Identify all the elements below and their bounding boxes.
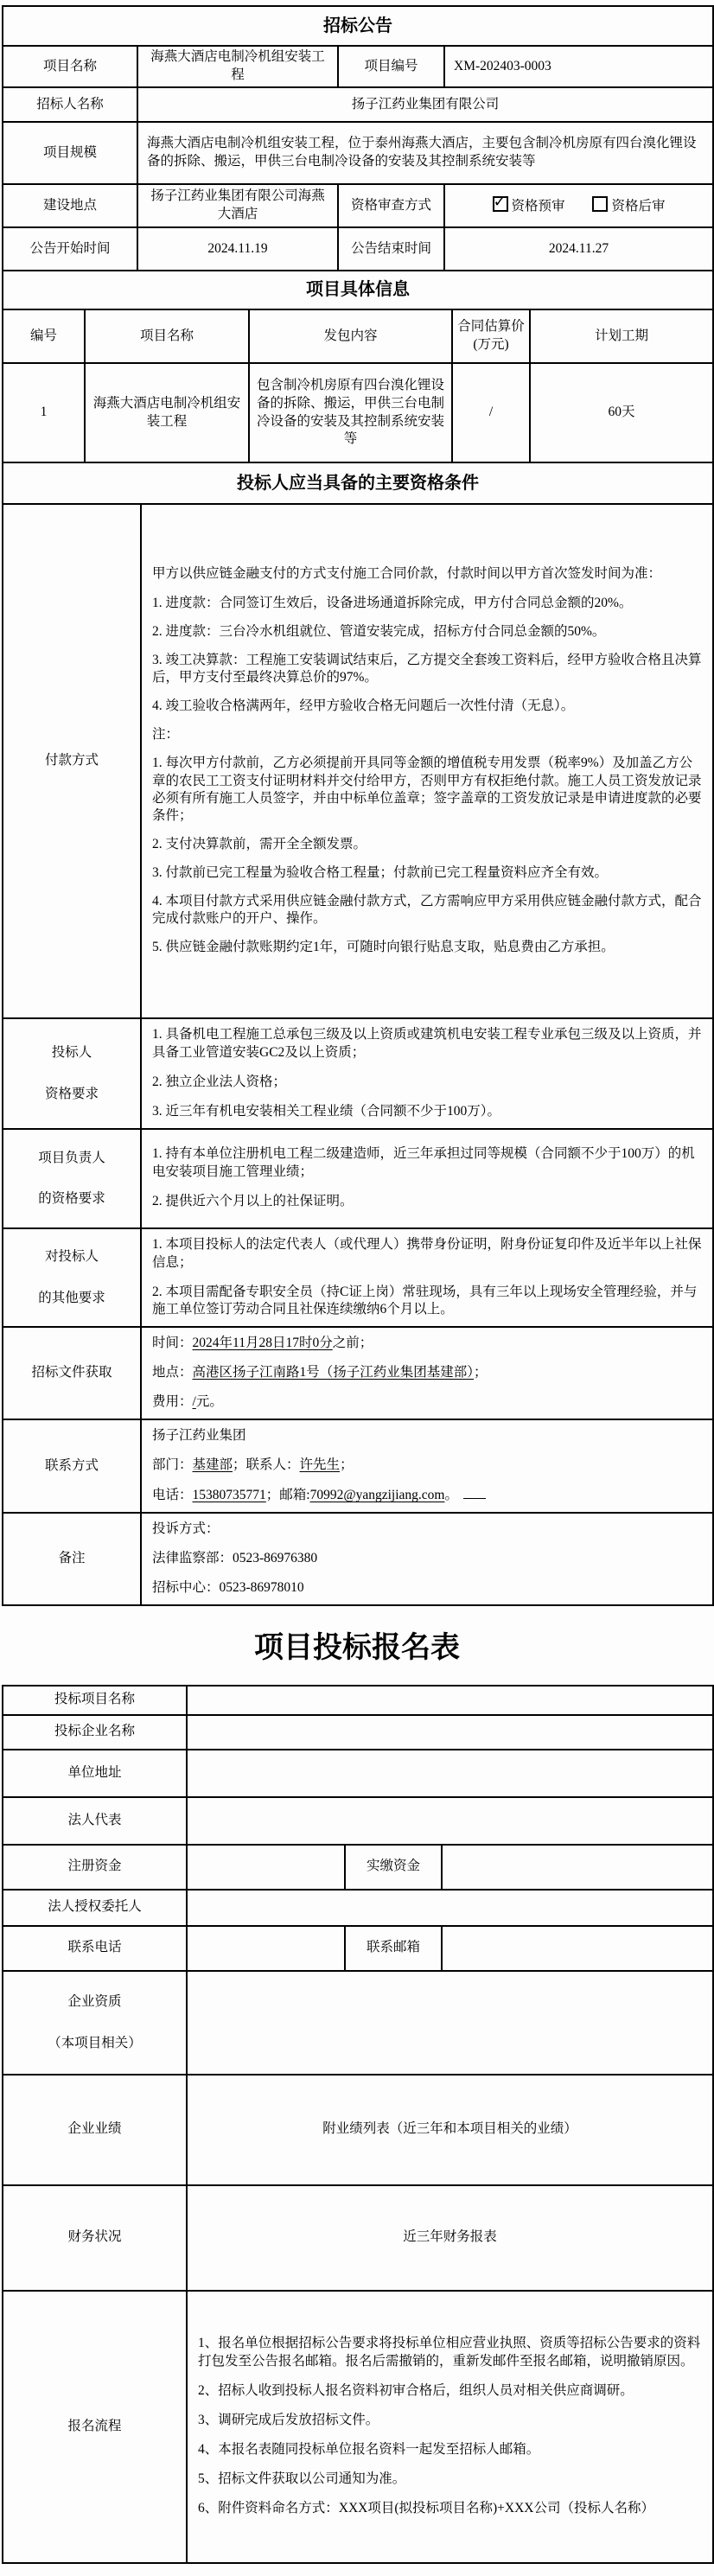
paragraph: 2. 独立企业法人资格； bbox=[152, 1074, 287, 1089]
prequalification-checkbox-checked-icon[interactable] bbox=[493, 192, 508, 212]
start-time-value: 2024.11.19 bbox=[137, 227, 338, 271]
form-finance-value: 近三年财务报表 bbox=[187, 2185, 713, 2291]
fee-suffix: 元。 bbox=[195, 1394, 223, 1410]
table-row bbox=[3, 363, 713, 462]
scale-label: 项目规模 bbox=[3, 122, 137, 184]
email-value: 70992@yangzijiang.com bbox=[309, 1487, 445, 1502]
contact-sep: ；联系人： bbox=[233, 1457, 300, 1473]
row-project-name: 海燕大酒店电制冷机组安装工程 bbox=[85, 363, 249, 462]
paragraph: 6、附件资料命名方式：XXX项目(拟投标项目名称)+XXX公司（投标人名称） bbox=[198, 2500, 654, 2515]
other-label-line1: 对投标人 bbox=[44, 1249, 99, 1265]
form-qualification-label bbox=[3, 1971, 187, 2075]
manager-label-line1: 项目负责人 bbox=[38, 1150, 105, 1165]
paragraph: 1. 具备机电工程施工总承包三级及以上资质或建筑机电安装工程专业承包三级及以上资质，并具备工业管道安装GC2及以上资质； bbox=[152, 1027, 702, 1060]
fee-value: / bbox=[192, 1394, 196, 1410]
doc-acquire-time bbox=[152, 1335, 702, 1353]
tenderer-label: 招标人名称 bbox=[3, 87, 137, 122]
blank-underline bbox=[463, 1486, 486, 1499]
manager-qualification-label bbox=[3, 1129, 141, 1228]
form-phone-label: 联系电话 bbox=[3, 1926, 187, 1971]
project-name-value: 海燕大酒店电制冷机组安装工程 bbox=[137, 46, 338, 87]
doc-acquire-place bbox=[152, 1364, 702, 1382]
prequalification-label: 资格预审 bbox=[511, 198, 565, 214]
form-performance-label: 企业业绩 bbox=[3, 2075, 187, 2185]
row-price: / bbox=[452, 363, 530, 462]
bidder-label-line2: 资格要求 bbox=[44, 1086, 99, 1101]
scale-value: 海燕大酒店电制冷机组安装工程，位于泰州海燕大酒店，主要包含制冷机房原有四台溴化锂设备的拆除、搬运，甲供三台电制冷设备的安装及其控制系统安装等 bbox=[137, 122, 713, 184]
paragraph: 1、报名单位根据招标公告要求将投标单位相应营业执照、资质等招标公告要求的资料打包发至公告报名邮箱。报名后需撤销的，重新发邮件至报名邮箱，说明撤销原因。 bbox=[198, 2336, 701, 2369]
paragraph: 注： bbox=[152, 727, 180, 743]
payment-content bbox=[141, 504, 713, 1018]
form-address-input[interactable] bbox=[187, 1750, 713, 1797]
paragraph: 投诉方式： bbox=[152, 1521, 220, 1536]
form-company-name-input[interactable] bbox=[187, 1715, 713, 1750]
row-content: 包含制冷机房原有四台溴化锂设备的拆除、搬运，甲供三台电制冷设备的安装及其控制系统安装等 bbox=[249, 363, 452, 462]
contact-label: 联系方式 bbox=[3, 1419, 141, 1513]
paragraph: 2. 进度款：三台冷水机组就位、管道安装完成，招标方付合同总金额的50%。 bbox=[152, 623, 606, 639]
contact-company: 扬子江药业集团 bbox=[152, 1428, 246, 1444]
fee-label: 费用： bbox=[152, 1394, 193, 1410]
manager-qualification-content bbox=[141, 1129, 713, 1228]
project-name-label: 项目名称 bbox=[3, 46, 137, 87]
postqualification-checkbox-unchecked-icon[interactable] bbox=[592, 196, 608, 212]
manager-label-line2: 的资格要求 bbox=[38, 1191, 105, 1207]
form-authorized-agent-label: 法人授权委托人 bbox=[3, 1890, 187, 1926]
bidder-qualification-label bbox=[3, 1018, 141, 1129]
time-label: 时间： bbox=[152, 1336, 193, 1351]
paragraph: 甲方以供应链金融支付的方式支付施工合同价款，付款时间以甲方首次签发时间为准： bbox=[152, 566, 662, 582]
form-address-label: 单位地址 bbox=[3, 1750, 187, 1797]
form-paid-capital-input[interactable] bbox=[442, 1845, 713, 1890]
col-header-content: 发包内容 bbox=[249, 309, 452, 363]
paragraph: 1. 每次甲方付款前，乙方必须提前开具同等金额的增值税专用发票（税率9%）及加盖乙方公章的农民工工资支付证明材料并交付给甲方，否则甲方有权拒绝付款。施工人员工资发放记录必须有所有施工人员签字，并由中标单位盖章；签字盖章的工资发放记录是申请进度款的必要条件； bbox=[152, 756, 702, 823]
announcement-table bbox=[2, 5, 714, 271]
form-process-label: 报名流程 bbox=[3, 2291, 187, 2563]
col-header-name: 项目名称 bbox=[85, 309, 249, 363]
announcement-title: 招标公告 bbox=[3, 6, 713, 46]
paragraph: 3. 近三年有机电安装相关工程业绩（合同额不少于100万）。 bbox=[152, 1103, 501, 1119]
doc-acquire-content bbox=[141, 1327, 713, 1419]
review-mode-label: 资格审查方式 bbox=[338, 184, 444, 227]
details-section-title: 项目具体信息 bbox=[3, 271, 713, 309]
project-details-table bbox=[2, 270, 714, 463]
time-value: 2024年11月28日17时0分 bbox=[192, 1336, 333, 1351]
end-time-label: 公告结束时间 bbox=[338, 227, 444, 271]
doc-acquire-label: 招标文件获取 bbox=[3, 1327, 141, 1419]
registration-form-table bbox=[2, 1685, 714, 2564]
form-company-name-label: 投标企业名称 bbox=[3, 1715, 187, 1750]
form-reg-capital-label: 注册资金 bbox=[3, 1845, 187, 1890]
paragraph: 5. 供应链金融付款账期约定1年，可随时向银行贴息支取，贴息费由乙方承担。 bbox=[152, 940, 615, 955]
form-performance-value: 附业绩列表（近三年和本项目相关的业绩） bbox=[187, 2075, 713, 2185]
form-process-content bbox=[187, 2291, 713, 2563]
qualification-section-title: 投标人应当具备的主要资格条件 bbox=[3, 462, 713, 504]
project-no-value: XM-202403-0003 bbox=[444, 46, 713, 87]
form-qualification-label-line1: 企业资质 bbox=[67, 1993, 122, 2009]
document-page bbox=[2, 5, 712, 2564]
other-requirements-content bbox=[141, 1228, 713, 1328]
paragraph: 2. 提供近六个月以上的社保证明。 bbox=[152, 1194, 354, 1209]
paragraph: 4. 竣工验收合格满两年，经甲方验收合格无问题后一次性付清（无息）。 bbox=[152, 698, 575, 714]
location-label: 建设地点 bbox=[3, 184, 137, 227]
doc-acquire-fee bbox=[152, 1393, 702, 1412]
location-value: 扬子江药业集团有限公司海燕大酒店 bbox=[137, 184, 338, 227]
paragraph: 招标中心：0523-86978010 bbox=[152, 1579, 304, 1595]
paragraph: 法律监察部：0523-86976380 bbox=[152, 1550, 318, 1565]
dept-label: 部门： bbox=[152, 1457, 193, 1473]
contact-phone-line bbox=[152, 1486, 702, 1505]
time-suffix: 之前； bbox=[332, 1336, 373, 1351]
place-value: 高港区扬子江南路1号（扬子江药业集团基建部） bbox=[192, 1365, 475, 1380]
paragraph: 2、招标人收到投标人报名资料初审合格后，组织人员对相关供应商调研。 bbox=[198, 2383, 634, 2399]
paragraph: 2. 本项目需配备专职安全员（持C证上岗）常驻现场，具有三年以上现场安全管理经验，并与施工单位签订劳动合同且社保连续缴纳6个月以上。 bbox=[152, 1284, 698, 1317]
bidder-label-line1: 投标人 bbox=[51, 1045, 92, 1061]
place-suffix: ； bbox=[474, 1365, 488, 1380]
remark-content bbox=[141, 1513, 713, 1605]
other-label-line2: 的其他要求 bbox=[38, 1291, 105, 1306]
postqualification-option[interactable] bbox=[592, 196, 665, 216]
paragraph: 3、调研完成后发放招标文件。 bbox=[198, 2413, 379, 2428]
form-project-name-label: 投标项目名称 bbox=[3, 1686, 187, 1715]
form-email-input[interactable] bbox=[442, 1926, 713, 1971]
form-qualification-label-line2: （本项目相关） bbox=[48, 2035, 142, 2050]
form-legal-rep-label: 法人代表 bbox=[3, 1797, 187, 1845]
postqualification-label: 资格后审 bbox=[611, 198, 666, 214]
bidder-qualification-content bbox=[141, 1018, 713, 1129]
contact-dept-line bbox=[152, 1457, 702, 1475]
contact-period: 。 bbox=[444, 1487, 458, 1502]
form-phone-input[interactable] bbox=[187, 1926, 345, 1971]
form-finance-label: 财务状况 bbox=[3, 2185, 187, 2291]
form-reg-capital-input[interactable] bbox=[187, 1845, 345, 1890]
paragraph: 5、招标文件获取以公司通知为准。 bbox=[198, 2471, 406, 2487]
paragraph: 1. 进度款：合同签订生效后，设备进场通道拆除完成，甲方付合同总金额的20%。 bbox=[152, 595, 633, 610]
row-no: 1 bbox=[3, 363, 85, 462]
form-qualification-input[interactable] bbox=[187, 1971, 713, 2075]
place-label: 地点： bbox=[152, 1365, 193, 1380]
paragraph: 1. 本项目投标人的法定代表人（或代理人）携带身份证明，附身份证复印件及近半年以上社保信息； bbox=[152, 1236, 702, 1270]
phone-label: 电话： bbox=[152, 1487, 193, 1502]
check-icon: ✓ bbox=[493, 192, 507, 211]
project-no-label: 项目编号 bbox=[338, 46, 444, 87]
paragraph: 4. 本项目付款方式采用供应链金融付款方式，乙方需响应甲方采用供应链金融付款方式，配合完成付款账户的开户、操作。 bbox=[152, 894, 702, 927]
contact-content bbox=[141, 1419, 713, 1513]
prequalification-option[interactable] bbox=[493, 192, 565, 216]
end-time-value: 2024.11.27 bbox=[444, 227, 713, 271]
contact-semicolon: ； bbox=[340, 1457, 354, 1473]
paragraph: 1. 持有本单位注册机电工程二级建造师，近三年承担过同等规模（合同额不少于100万）的机电安装项目施工管理业绩； bbox=[152, 1146, 695, 1180]
contact-person: 许先生 bbox=[299, 1457, 341, 1473]
other-requirements-label bbox=[3, 1228, 141, 1328]
form-legal-rep-input[interactable] bbox=[187, 1797, 713, 1845]
form-email-label: 联系邮箱 bbox=[345, 1926, 442, 1971]
form-paid-capital-label: 实缴资金 bbox=[345, 1845, 442, 1890]
payment-label: 付款方式 bbox=[3, 504, 141, 1018]
col-header-no: 编号 bbox=[3, 309, 85, 363]
paragraph: 2. 支付决算款前，需开全全额发票。 bbox=[152, 836, 367, 851]
row-duration: 60天 bbox=[530, 363, 713, 462]
form-project-name-input[interactable] bbox=[187, 1686, 713, 1715]
tenderer-value: 扬子江药业集团有限公司 bbox=[137, 87, 713, 122]
dept-value: 基建部 bbox=[192, 1457, 233, 1473]
col-header-price: 合同估算价(万元) bbox=[452, 309, 530, 363]
paragraph: 3. 付款前已完工程量为验收合格工程量；付款前已完工程量资料应齐全有效。 bbox=[152, 865, 609, 881]
paragraph: 4、本报名表随同投标单位报名资料一起发至招标人邮箱。 bbox=[198, 2442, 540, 2458]
qualification-table bbox=[2, 462, 714, 1606]
form-authorized-agent-input[interactable] bbox=[187, 1890, 713, 1926]
email-sep: ；邮箱: bbox=[265, 1487, 310, 1502]
registration-form-title: 项目投标报名表 bbox=[254, 1631, 460, 1664]
phone-value: 15380735771 bbox=[192, 1487, 266, 1502]
paragraph: 3. 竣工决算款：工程施工安装调试结束后，乙方提交全套竣工资料后，经甲方验收合格且决算后，甲方支付至最终决算总价的97%。 bbox=[152, 652, 702, 685]
remark-label: 备注 bbox=[3, 1513, 141, 1605]
review-mode-cell bbox=[444, 184, 713, 227]
start-time-label: 公告开始时间 bbox=[3, 227, 137, 271]
col-header-duration: 计划工期 bbox=[530, 309, 713, 363]
